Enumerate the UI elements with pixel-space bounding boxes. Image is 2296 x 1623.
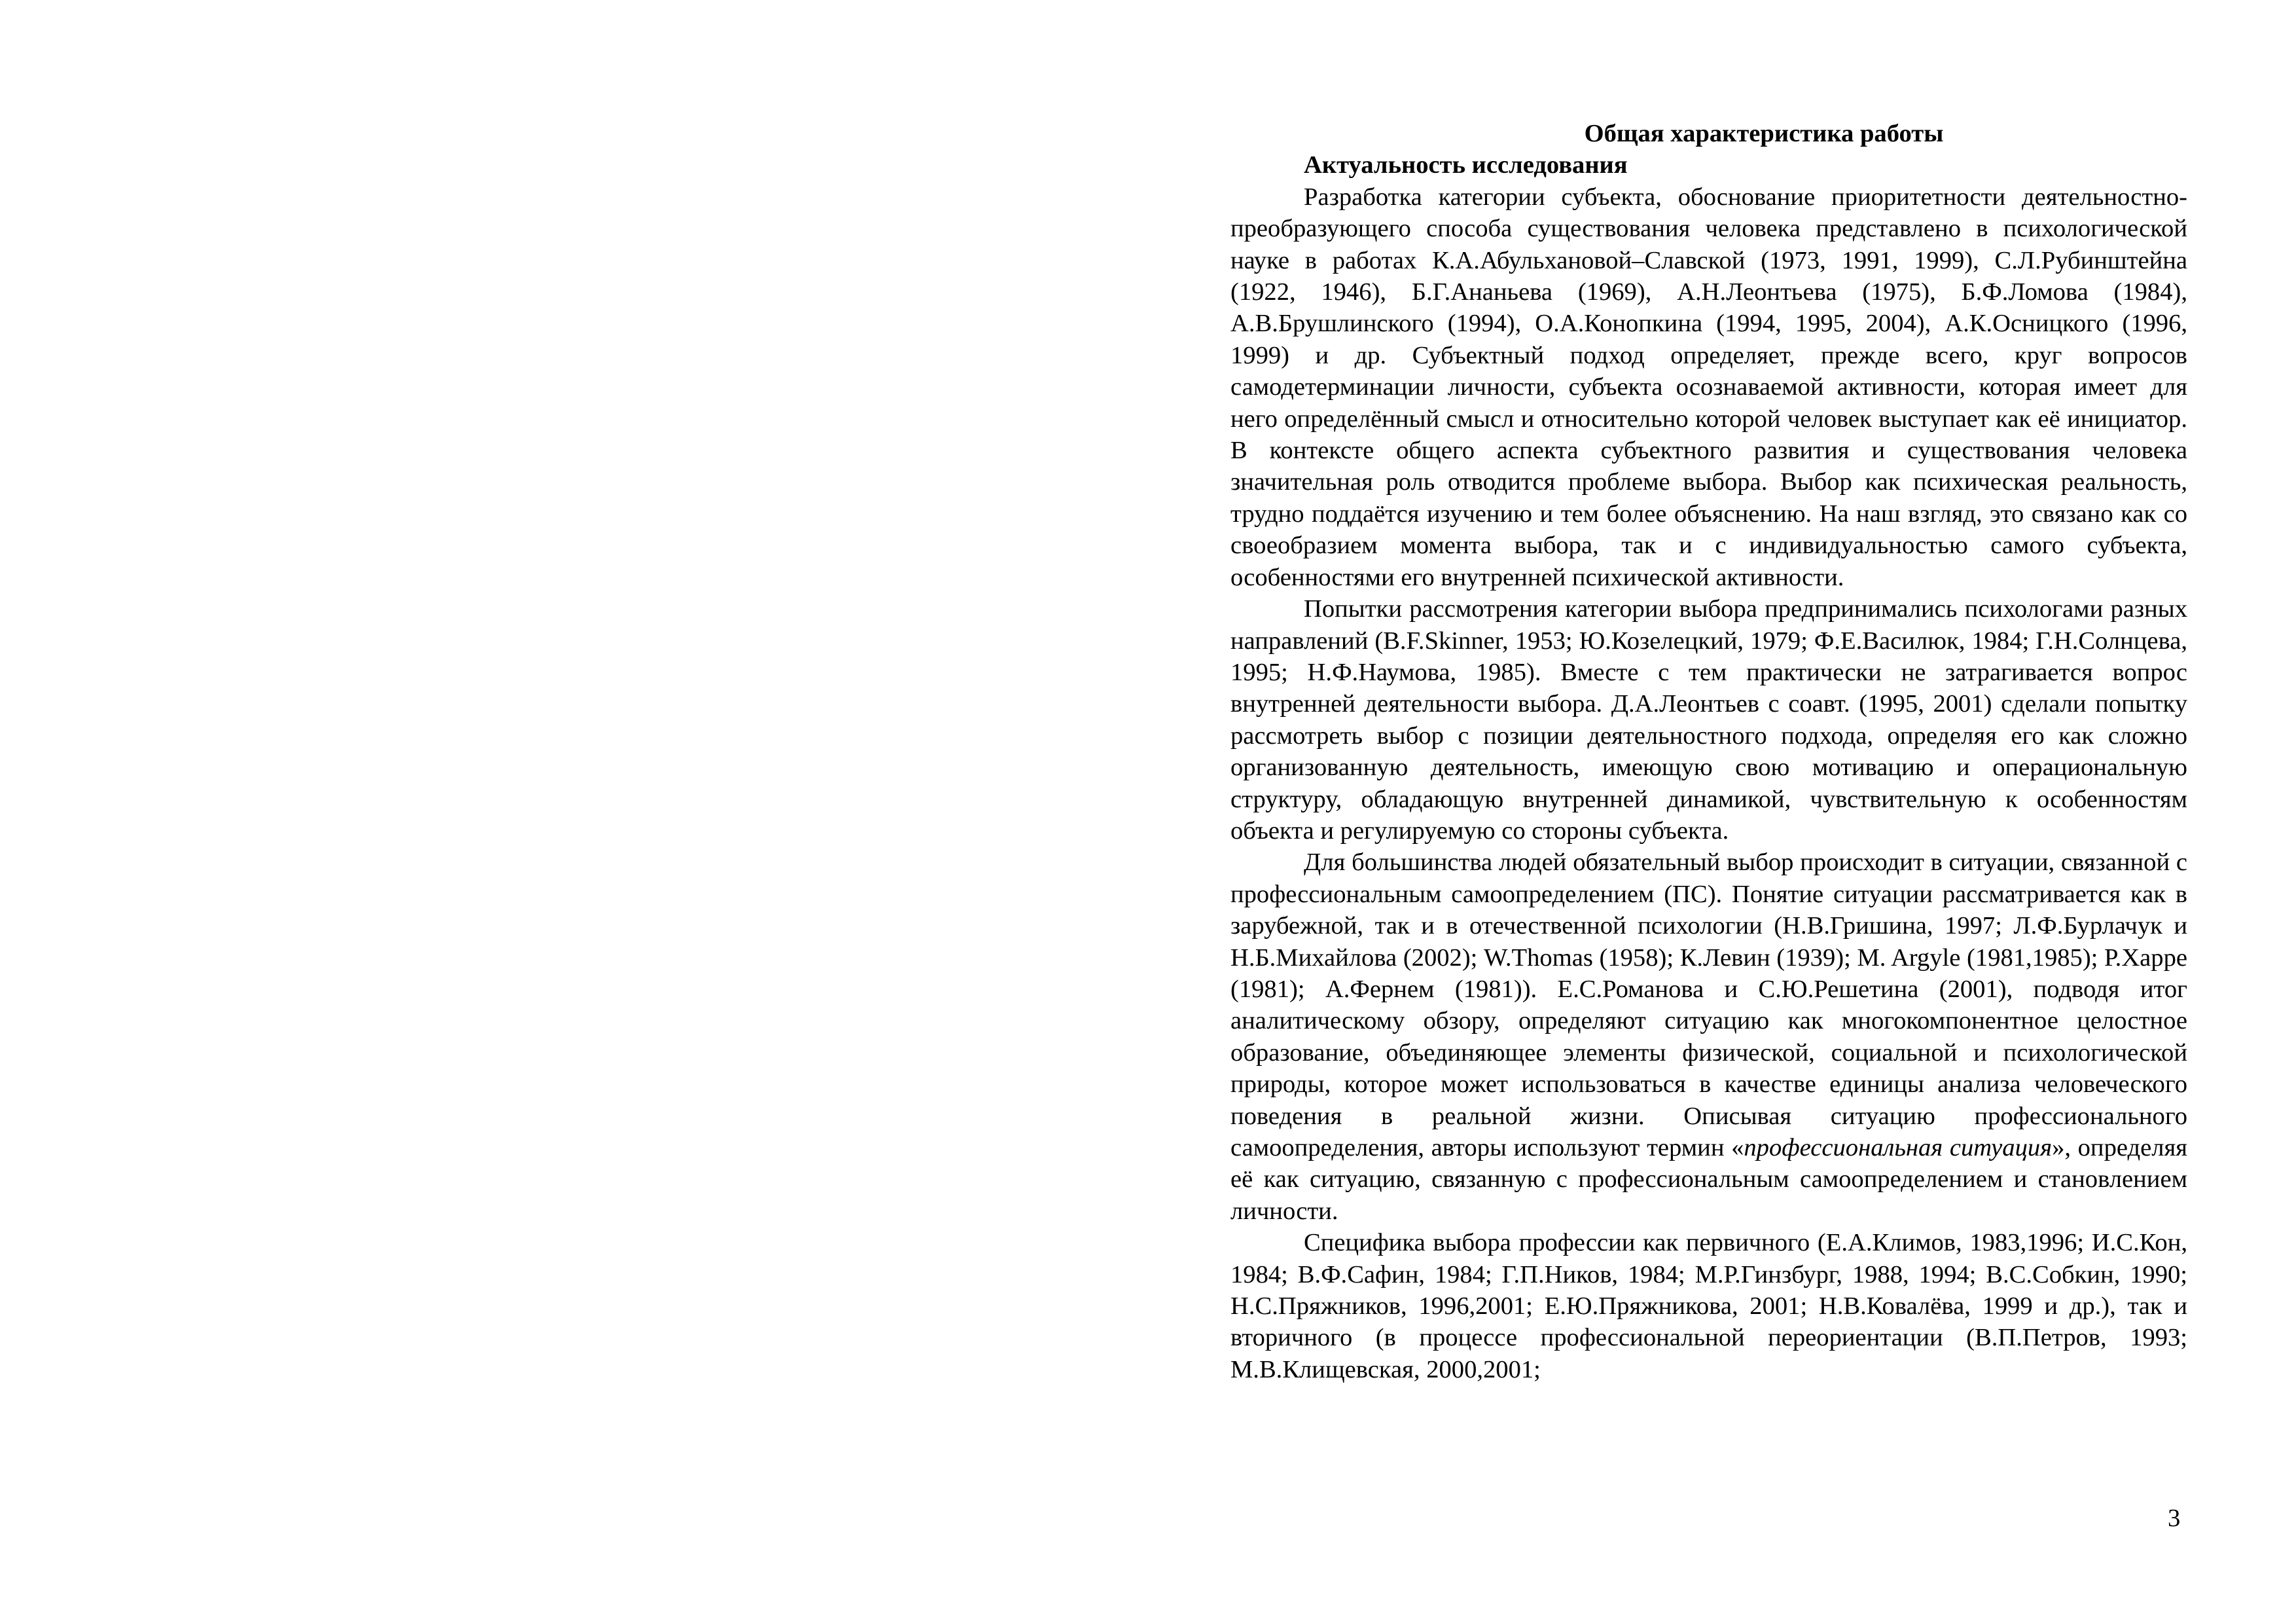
paragraph-3-text-start: Для большинства людей обязательный выбор происходит в ситуации, связанной с профессиональным самоопределением (ПС). Понятие ситуации рассматривается как в зарубежной, так и в отечественной психологии (Н.В.Гришина, 1997; Л.Ф.Бурлачук и Н.Б.Михайлова (2002); W.Thomas (1958); К.Левин (1939); M. Argyle (1981,1985); Р.Харре (1981); А.Фернем (1981)). Е.С.Романова и С.Ю.Решетина (2001), подводя итог аналитическому обзору, определяют ситуацию как многокомпонентное целостное образование, объединяющее элементы физической, социальной и психологической природы, которое может использоваться в качестве единицы анализа человеческого поведения в реальной жизни. Описывая ситуацию профессионального самоопределения, авторы используют термин « bbox=[1230, 848, 2187, 1161]
italic-term: профессиональная ситуация bbox=[1744, 1134, 2053, 1161]
paragraph-4: Специфика выбора профессии как первичного (Е.А.Климов, 1983,1996; И.С.Кон, 1984; В.Ф.Сафин, 1984; Г.П.Ников, 1984; М.Р.Гинзбург, 1988, 1994; В.С.Собкин, 1990; Н.С.Пряжников, 1996,2001; Е.Ю.Пряжникова, 2001; Н.В.Ковалёва, 1999 и др.), так и вторичного (в процессе профессиональной переориентации (В.П.Петров, 1993; М.В.Клищевская, 2000,2001; bbox=[1230, 1229, 2187, 1383]
section-heading: Актуальность исследования bbox=[1304, 151, 1628, 179]
paragraph-3 bbox=[1230, 847, 2187, 1227]
paragraph-2: Попытки рассмотрения категории выбора предпринимались психологами разных направлений (B.F.Skinner, 1953; Ю.Козелецкий, 1979; Ф.Е.Василюк, 1984; Г.Н.Солнцева, 1995; Н.Ф.Наумова, 1985). Вместе с тем практически не затрагивается вопрос внутренней деятельности выбора. Д.А.Леонтьев с соавт. (1995, 2001) сделали попытку рассмотреть выбор с позиции деятельностного подхода, определяя его как сложно организованную деятельность, имеющую свою мотивацию и операциональную структуру, обладающую внутренней динамикой, чувствительную к особенностям объекта и регулируемую со стороны субъекта. bbox=[1230, 595, 2187, 845]
paragraph-1: Разработка категории субъекта, обоснование приоритетности деятельностно-преобразующего способа существования человека представлено в психологической науке в работах К.А.Абульхановой–Славской (1973, 1991, 1999), С.Л.Рубинштейна (1922, 1946), Б.Г.Ананьева (1969), А.Н.Леонтьева (1975), Б.Ф.Ломова (1984), А.В.Брушлинского (1994), О.А.Конопкина (1994, 1995, 2004), А.К.Осницкого (1996, 1999) и др. Субъектный подход определяет, прежде всего, круг вопросов самодетерминации личности, субъекта осознаваемой активности, которая имеет для него определённый смысл и относительно которой человек выступает как её инициатор. В контексте общего аспекта субъектного развития и существования человека значительная роль отводится проблеме выбора. Выбор как психическая реальность, трудно поддаётся изучению и тем более объяснению. На наш взгляд, это связано как со своеобразием момента выбора, так и с индивидуальностью самого субъекта, особенностями его внутренней психической активности. bbox=[1230, 183, 2187, 591]
document-page bbox=[1230, 118, 2187, 1385]
paragraph-3-text-end: », определяя её как ситуацию, связанную с профессиональным самоопределением и становлением личности. bbox=[1230, 1134, 2187, 1225]
page-number: 3 bbox=[2168, 1504, 2181, 1532]
document-title: Общая характеристика работы bbox=[1584, 120, 1944, 147]
